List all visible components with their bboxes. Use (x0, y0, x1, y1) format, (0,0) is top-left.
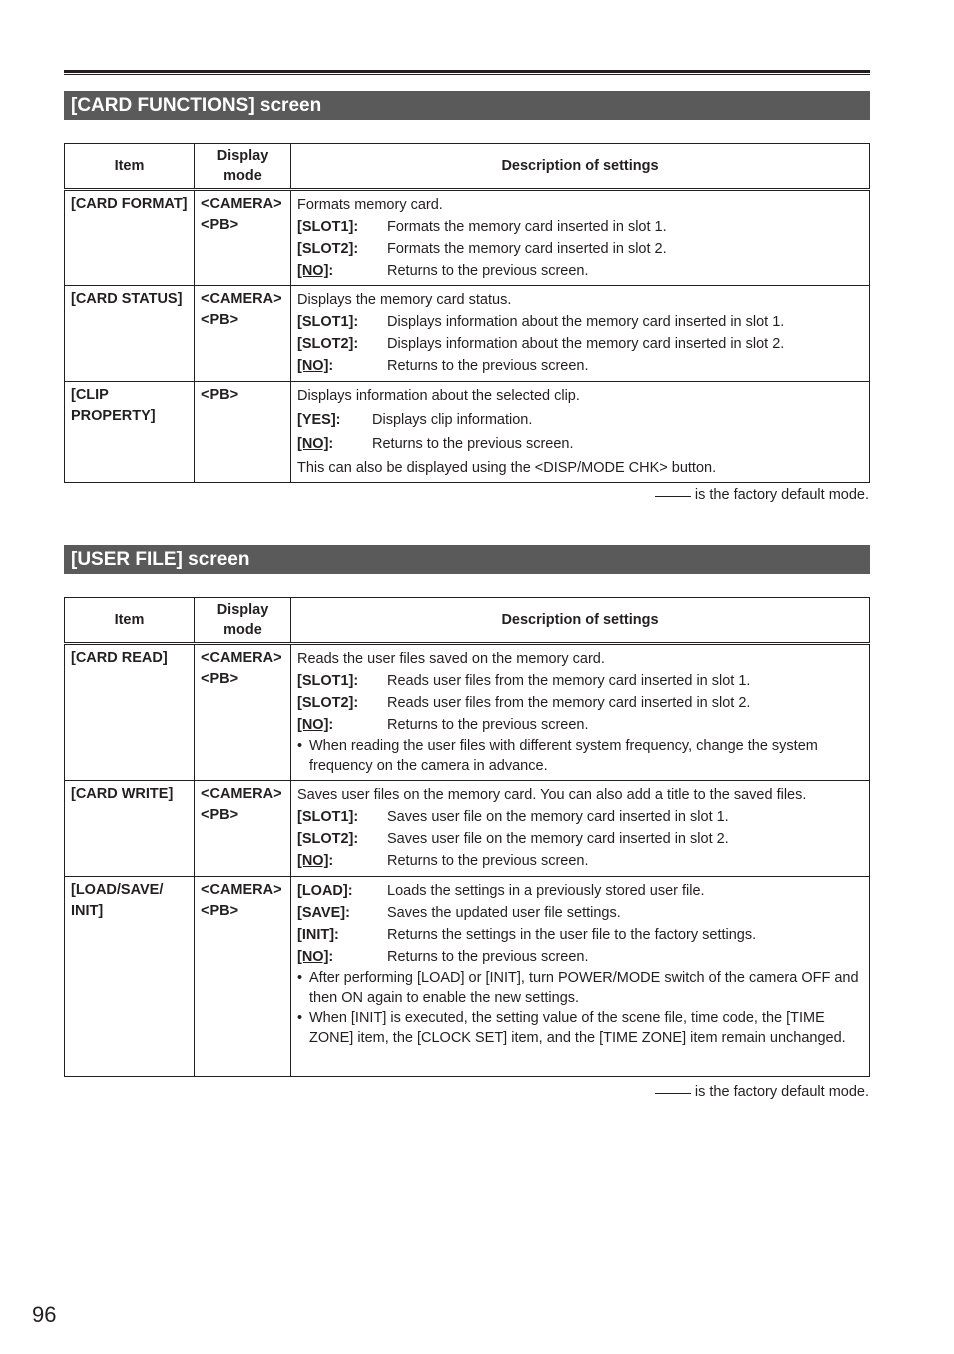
bullet-note: • When reading the user files with different system frequency, change the system frequency on the camera in advance. (297, 738, 818, 774)
option-init: [INIT]: Returns the settings in the user file to the factory settings. (297, 927, 757, 943)
table-row (65, 781, 870, 877)
description (291, 190, 870, 286)
table-row (65, 644, 870, 781)
table-row (65, 190, 870, 286)
option-no: [NO]: Returns to the previous screen. (297, 949, 589, 965)
mode-pb: <PB> (201, 217, 239, 233)
option-slot2: [SLOT2]: Saves user file on the memory card inserted in slot 2. (297, 831, 729, 847)
option-no: [NO]: Returns to the previous screen. (297, 358, 589, 374)
mode-pb: <PB> (201, 903, 239, 919)
mode-pb: <PB> (201, 807, 239, 823)
header-item: Item (65, 144, 195, 190)
top-rule (64, 70, 870, 73)
description (291, 286, 870, 382)
footnote-text: is the factory default mode. (694, 487, 869, 503)
display-mode (195, 877, 291, 1077)
description-intro: Displays information about the selected clip. (297, 388, 580, 404)
table-row (65, 382, 870, 483)
display-mode (195, 382, 291, 483)
mode-camera: <CAMERA> (201, 650, 282, 666)
user-file-table (64, 597, 870, 1077)
item-card-format: [CARD FORMAT] (65, 190, 195, 286)
description-intro: Formats memory card. (297, 197, 443, 213)
option-no: [NO]: Returns to the previous screen. (297, 263, 589, 279)
option-no: [NO]: Returns to the previous screen. (297, 717, 589, 733)
header-display-mode: Display mode (195, 144, 291, 190)
option-slot1: [SLOT1]: Reads user files from the memory card inserted in slot 1. (297, 673, 751, 689)
description (291, 382, 870, 483)
section-title-card-functions: [CARD FUNCTIONS] screen (64, 91, 870, 120)
description-intro: Reads the user files saved on the memory card. (297, 651, 605, 667)
header-description: Description of settings (291, 144, 870, 190)
item-card-status: [CARD STATUS] (65, 286, 195, 382)
description (291, 877, 870, 1077)
header-description: Description of settings (291, 598, 870, 644)
item-load-save-init: [LOAD/SAVE/ INIT] (65, 877, 195, 1077)
display-mode (195, 286, 291, 382)
card-functions-table (64, 143, 870, 483)
option-slot1: [SLOT1]: Saves user file on the memory card inserted in slot 1. (297, 809, 729, 825)
bullet-note: • When [INIT] is executed, the setting value of the scene file, time code, the [TIME ZONE] item, the [CLOCK SET] item, and the [TIME ZONE] item remain unchanged. (297, 1010, 846, 1046)
table-row (65, 877, 870, 1077)
display-mode (195, 190, 291, 286)
item-card-read: [CARD READ] (65, 644, 195, 781)
mode-pb: <PB> (201, 671, 239, 687)
option-yes: [YES]: Displays clip information. (297, 412, 533, 428)
mode-camera: <CAMERA> (201, 196, 282, 212)
option-slot2: [SLOT2]: Formats the memory card inserted in slot 2. (297, 241, 667, 257)
mode-pb: <PB> (201, 312, 239, 328)
footnote-text: is the factory default mode. (694, 1084, 869, 1100)
display-mode (195, 781, 291, 877)
description (291, 644, 870, 781)
description-outro: This can also be displayed using the <DISP/MODE CHK> button. (297, 460, 717, 476)
top-rule-thin (64, 74, 870, 75)
mode-camera: <CAMERA> (201, 882, 282, 898)
item-card-write: [CARD WRITE] (65, 781, 195, 877)
mode-camera: <CAMERA> (201, 291, 282, 307)
factory-default-footnote (655, 487, 869, 503)
option-load: [LOAD]: Loads the settings in a previously stored user file. (297, 883, 705, 899)
table-row (65, 286, 870, 382)
display-mode (195, 644, 291, 781)
option-slot2: [SLOT2]: Displays information about the memory card inserted in slot 2. (297, 336, 785, 352)
bullet-note: • After performing [LOAD] or [INIT], turn POWER/MODE switch of the camera OFF and then ON again to enable the new settings. (297, 970, 859, 1006)
header-display-mode: Display mode (195, 598, 291, 644)
description-intro: Displays the memory card status. (297, 292, 512, 308)
option-slot2: [SLOT2]: Reads user files from the memory card inserted in slot 2. (297, 695, 751, 711)
option-no: [NO]: Returns to the previous screen. (297, 436, 574, 452)
option-slot1: [SLOT1]: Displays information about the memory card inserted in slot 1. (297, 314, 785, 330)
mode-camera: <CAMERA> (201, 786, 282, 802)
item-clip-property: [CLIP PROPERTY] (65, 382, 195, 483)
option-save: [SAVE]: Saves the updated user file settings. (297, 905, 621, 921)
section-title-user-file: [USER FILE] screen (64, 545, 870, 574)
factory-default-footnote (655, 1084, 869, 1100)
underline-sample (655, 1093, 691, 1094)
underline-sample (655, 496, 691, 497)
description-intro: Saves user files on the memory card. You can also add a title to the saved files. (297, 787, 807, 803)
description (291, 781, 870, 877)
option-slot1: [SLOT1]: Formats the memory card inserted in slot 1. (297, 219, 667, 235)
option-no: [NO]: Returns to the previous screen. (297, 853, 589, 869)
header-item: Item (65, 598, 195, 644)
page-number: 96 (32, 1302, 57, 1327)
mode-pb: <PB> (201, 387, 239, 403)
